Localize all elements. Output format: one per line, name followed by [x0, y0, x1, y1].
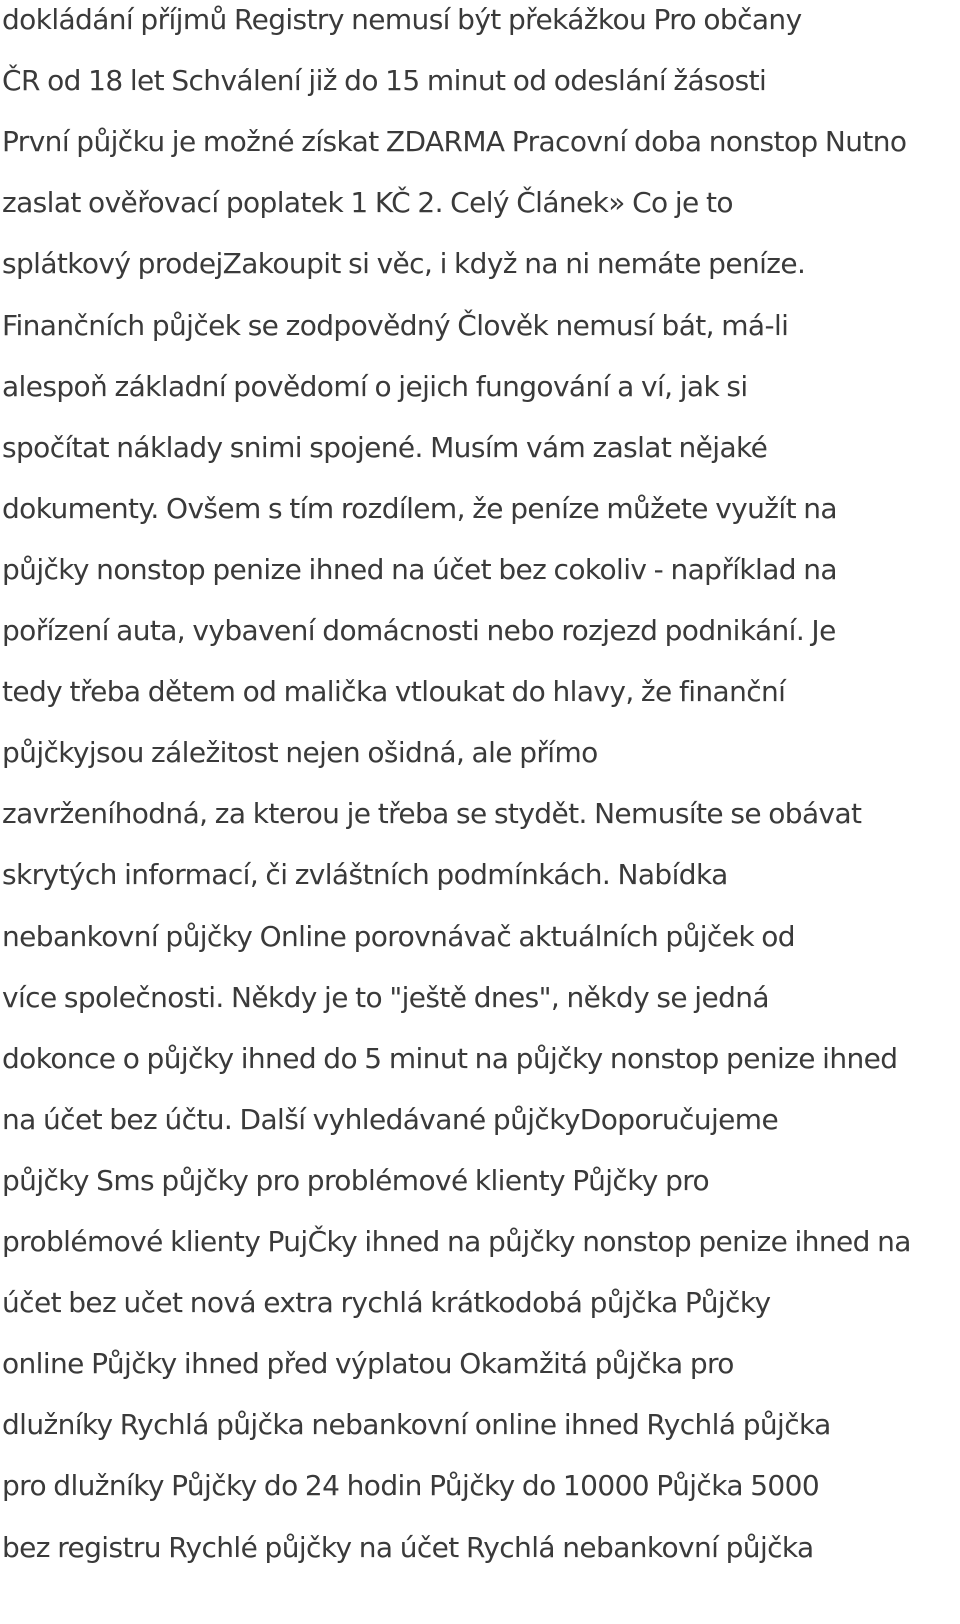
text-line: účet bez učet nová extra rychlá krátkodobá půjčka Půjčky: [2, 1286, 771, 1320]
text-line: První půjčku je možné získat ZDARMA Pracovní doba nonstop Nutno: [2, 125, 907, 159]
text-line: více společnosti. Někdy je to "ještě dnes", někdy se jedná: [2, 980, 769, 1014]
text-line: půjčky nonstop penize ihned na účet bez cokoliv - například na: [2, 552, 837, 586]
text-line: tedy třeba dětem od malička vtloukat do hlavy, že finanční: [2, 675, 786, 709]
text-line: dokonce o půjčky ihned do 5 minut na půjčky nonstop penize ihned: [2, 1041, 898, 1075]
text-line: Finančních půjček se zodpovědný Člověk nemusí bát, má-li: [2, 308, 789, 342]
text-line: dokládání příjmů Registry nemusí být překážkou Pro občany: [2, 3, 802, 36]
text-line: bez registru Rychlé půjčky na účet Rychlá nebankovní půjčka: [2, 1530, 814, 1564]
text-line: problémové klienty PujČky ihned na půjčky nonstop penize ihned na: [2, 1225, 911, 1258]
text-line: pořízení auta, vybavení domácnosti nebo rozjezd podnikání. Je: [2, 614, 836, 647]
text-line: skrytých informací, či zvláštních podmínkách. Nabídka: [2, 858, 728, 892]
text-line: spočítat náklady snimi spojené. Musím vám zaslat nějaké: [2, 430, 768, 464]
text-line: alespoň základní povědomí o jejich fungování a ví, jak si: [2, 369, 748, 403]
text-line: dokumenty. Ovšem s tím rozdílem, že peníze můžete využít na: [2, 491, 837, 525]
text-line: na účet bez účtu. Další vyhledávané půjčkyDoporučujeme: [2, 1102, 779, 1136]
text-line: splátkový prodejZakoupit si věc, i když na ni nemáte peníze.: [2, 247, 806, 281]
text-line: nebankovní půjčky Online porovnávač aktuálních půjček od: [2, 919, 795, 953]
text-line: půjčkyjsou záležitost nejen ošidná, ale přímo: [2, 736, 598, 770]
text-line: online Půjčky ihned před výplatou Okamžitá půjčka pro: [2, 1347, 734, 1381]
text-line: dlužníky Rychlá půjčka nebankovní online ihned Rychlá půjčka: [2, 1408, 831, 1442]
text-line: půjčky Sms půjčky pro problémové klienty Půjčky pro: [2, 1163, 710, 1197]
text-line: zaslat ověřovací poplatek 1 KČ 2. Celý Článek» Co je to: [2, 186, 733, 220]
text-line: zavrženíhodná, za kterou je třeba se stydět. Nemusíte se obávat: [2, 797, 862, 831]
text-line: ČR od 18 let Schválení již do 15 minut od odeslání žásosti: [2, 64, 767, 98]
text-line: pro dlužníky Půjčky do 24 hodin Půjčky do 10000 Půjčka 5000: [2, 1469, 820, 1503]
